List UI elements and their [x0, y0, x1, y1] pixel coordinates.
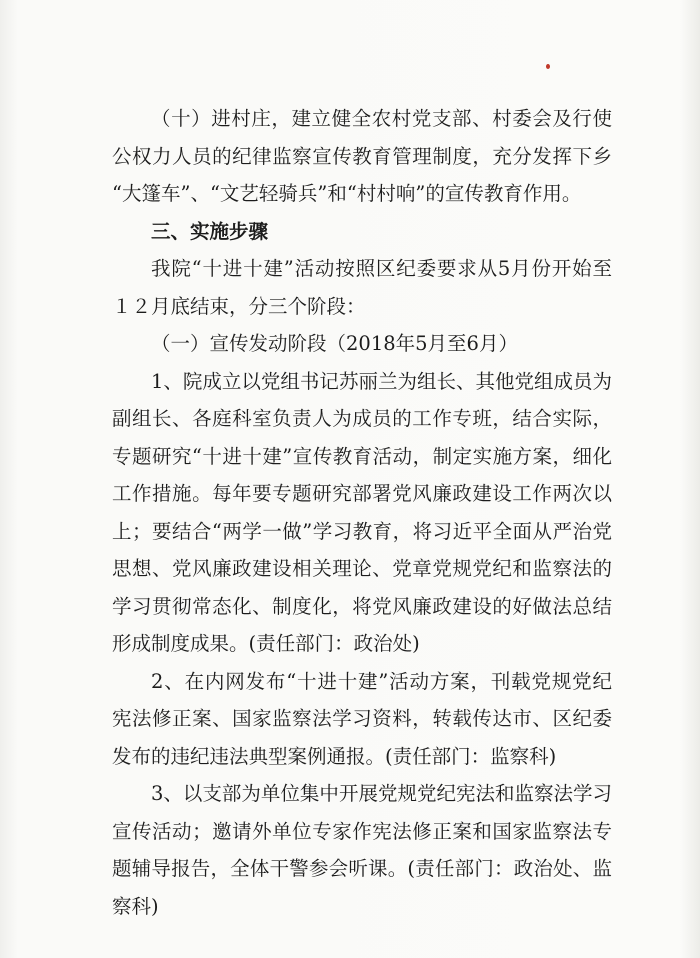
paragraph-item-1: 1、院成立以党组书记苏丽兰为组长、其他党组成员为副组长、各庭科室负责人为成员的工作专班，结合实际，专题研究“十进十建”宣传教育活动，制定实施方案，细化工作措施。每年要专题研究部署党风廉政建设工作两次以上；要结合“两学一做”学习教育，将习近平全面从严治党思想、党风廉政建设相关理论、党章党规党纪和监察法的学习贯彻常态化、制度化，将党风廉政建设的好做法总结形成制度成果。(责任部门：政治处)	[112, 369, 612, 655]
section-heading-implementation-steps: 三、实施步骤	[151, 219, 269, 243]
paragraph-item-2: 2、在内网发布“十进十建”活动方案，刊载党规党纪宪法修正案、国家监察法学习资料，转载传达市、区纪委发布的违纪违法典型案例通报。(责任部门：监察科)	[112, 669, 612, 768]
paragraph-item-3: 3、以支部为单位集中开展党规党纪宪法和监察法学习宣传活动；邀请外单位专家作宪法修正案和国家监察法专题辅导报告，全体干警参会听课。(责任部门：政治处、监察科)	[112, 782, 612, 918]
red-ink-mark	[546, 64, 550, 69]
document-body	[112, 100, 612, 925]
paragraph-schedule: 我院“十进十建”活动按照区纪委要求从5月份开始至１２月底结束，分三个阶段：	[112, 257, 612, 318]
paragraph-village: （十）进村庄，建立健全农村党支部、村委会及行使公权力人员的纪律监察宣传教育管理制度，充分发挥下乡 “大篷车”、“文艺轻骑兵”和“村村响”的宣传教育作用。	[112, 107, 612, 205]
paragraph-stage-one-title: （一）宣传发动阶段（2018年5月至6月）	[151, 332, 518, 355]
